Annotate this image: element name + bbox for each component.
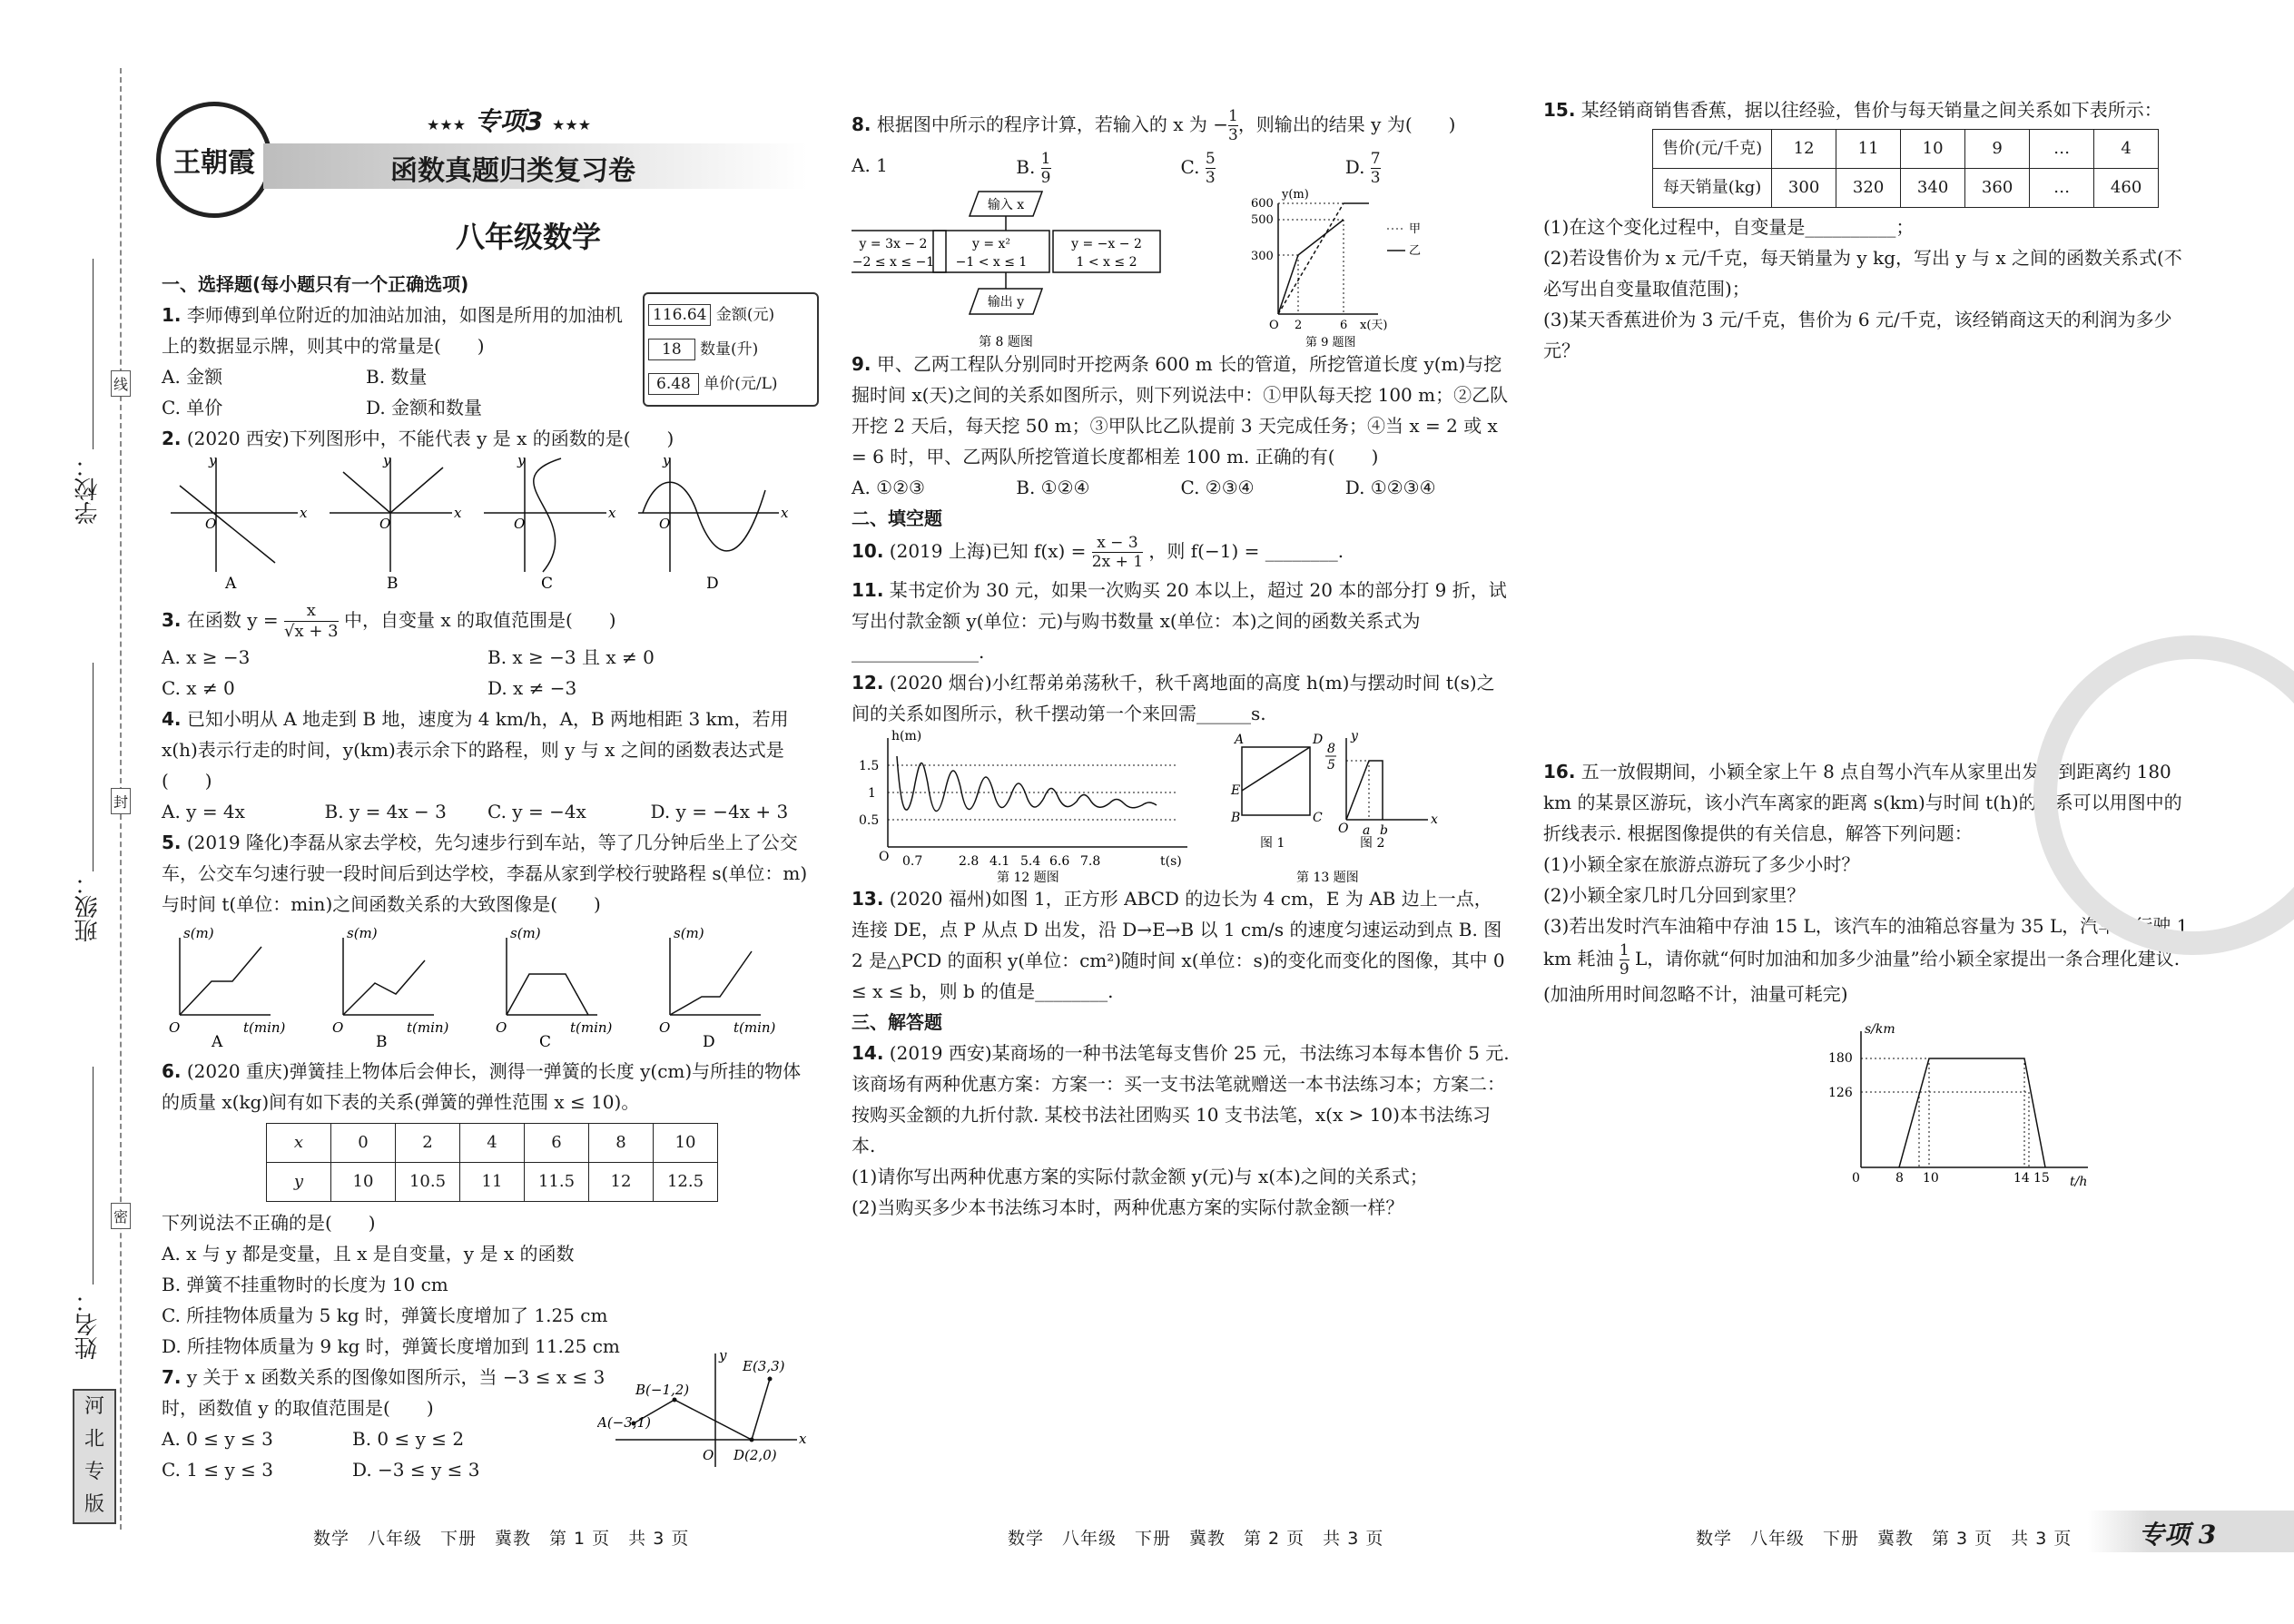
svg-text:A: A: [212, 1033, 223, 1047]
question-1: 1. 李师傅到单位附近的加油站加油，如图是所用的加油机上的数据显示牌，则其中的常量是( ) A. 金额 B. 数量 C. 单价 D. 金额和数量 116.64 金额(元) 18 数量(升) 6.48 单价(元/L): [162, 300, 813, 423]
question-6: 6. (2020 重庆)弹簧挂上物体后会伸长，测得一弹簧的长度 y(cm)与所挂的物体的质量 x(kg)间有如下表的关系(弹簧的弹性范围 x ≤ 10)。 x 0 2 4 6 8 10 y 10 10.5 11 11.5 12 12.5 下列说法不正确的是( ) A. x 与 y 都是变量，且 x 是自变量，y 是 x 的函数 B. 弹簧不挂重物时的长度为 10 cm C. 所挂物体质量为 5 kg 时，弹簧长度增加了 1.25 cm D. 所挂物体质量为 9 kg 时，弹簧长度增加到 11.25 cm: [162, 1060, 802, 1357]
brand-logo: 王朝霞: [156, 102, 272, 218]
svg-text:x: x: [781, 505, 789, 521]
svg-text:y: y: [1351, 729, 1358, 743]
question-5: 5. (2019 隆化)李磊从家去学校，先匀速步行到车站，等了几分钟后坐上了公交车，公交车匀速行驶一段时间后到达学校，李磊从家到学校行驶路程 s(单位：m)与时间 t(单位：min)之间函数关系的大致图像是( ) s(m) t(min) O s(m) t(min) O s(m) t(min) O s(m) t(min) O A B C D: [162, 827, 813, 1056]
svg-text:s(m): s(m): [510, 925, 541, 941]
svg-text:第 8 题图: 第 8 题图: [979, 335, 1033, 349]
svg-text:15: 15: [2033, 1171, 2050, 1186]
svg-text:O: O: [379, 516, 391, 532]
svg-text:输出 y: 输出 y: [987, 295, 1025, 310]
svg-text:−2 ≤ x ≤ −1: −2 ≤ x ≤ −1: [852, 255, 935, 270]
svg-text:t(s): t(s): [1160, 854, 1182, 869]
q2-label-b: B: [387, 575, 399, 590]
q5-graphs: [162, 920, 806, 1047]
svg-text:O: O: [205, 516, 217, 532]
province-badge: 河 北 专 版: [73, 1389, 116, 1524]
svg-text:s(m): s(m): [347, 925, 378, 941]
question-12: 12. (2020 烟台)小红帮弟弟荡秋千，秋千离地面的高度 h(m)与摆动时间 t(s)之间的关系如图所示，秋千摆动第一个来回需______s.: [852, 672, 1495, 724]
question-13: 13. (2020 福州)如图 1，正方形 ABCD 的边长为 4 cm，E 为 AB 边上一点，连接 DE，点 P 从点 D 出发，沿 D→E→B 以 1 cm/s 的速度匀速运动到点 B. 图 2 是△PCD 的面积 y(单位：cm²)随时间 x(单位：s)的变化而变化的图像，其中 0 ≤ x ≤ b，则 b 的值是________.: [852, 888, 1505, 1002]
footer-page-2: 数学 八年级 下册 冀教 第 2 页 共 3 页: [1008, 1529, 1384, 1549]
svg-text:y: y: [383, 454, 391, 468]
class-line: [93, 663, 94, 871]
svg-text:y: y: [209, 454, 217, 468]
svg-text:E(3,3): E(3,3): [743, 1358, 785, 1374]
svg-text:0.5: 0.5: [859, 813, 880, 828]
svg-text:s(m): s(m): [674, 925, 704, 941]
seal-feng: 封: [111, 788, 131, 814]
svg-text:O: O: [169, 1019, 181, 1036]
svg-text:B: B: [1231, 811, 1241, 825]
svg-text:180: 180: [1828, 1051, 1853, 1066]
svg-text:a: a: [1363, 823, 1371, 838]
question-9: 9. 甲、乙两工程队分别同时开挖两条 600 m 长的管道，所挖管道长度 y(m)与挖掘时间 x(天)之间的关系如图所示，则下列说法中：①甲队每天挖 100 m；②乙队开挖 2 天后，每天挖 50 m；③甲队比乙队提前 3 天完成任务；④当 x = 2 或 x = 6 时，甲、乙两队所挖管道长度都相差 100 m. 正确的有( ) A. ①②③ B. ①②④ C. ②③④ D. ①②③④: [852, 353, 1509, 498]
svg-text:h(m): h(m): [891, 729, 922, 743]
svg-text:y = x²: y = x²: [971, 237, 1011, 251]
svg-text:5.4: 5.4: [1020, 854, 1041, 869]
svg-text:5: 5: [1327, 758, 1335, 773]
svg-text:B: B: [376, 1033, 388, 1047]
fuel-display-panel: 116.64 金额(元) 18 数量(升) 6.48 单价(元/L): [643, 292, 819, 407]
svg-text:x: x: [1431, 812, 1438, 827]
svg-text:第 12 题图: 第 12 题图: [997, 871, 1059, 883]
svg-text:O: O: [659, 516, 671, 532]
svg-text:600: 600: [1251, 197, 1274, 211]
seal-xian: 线: [111, 370, 131, 397]
svg-text:6: 6: [1340, 319, 1348, 332]
svg-text:第 13 题图: 第 13 题图: [1296, 871, 1359, 883]
svg-text:y: y: [663, 454, 671, 468]
school-line: [93, 259, 94, 449]
svg-text:t(min): t(min): [733, 1019, 776, 1036]
svg-text:126: 126: [1828, 1086, 1853, 1100]
svg-text:2: 2: [1295, 319, 1303, 332]
svg-text:x: x: [799, 1431, 806, 1447]
section-answer: 三、解答题: [852, 1011, 942, 1033]
q13-figures: [1215, 729, 1478, 883]
svg-text:D: D: [1313, 733, 1324, 747]
svg-text:C: C: [1313, 811, 1323, 825]
svg-text:x: x: [608, 505, 616, 521]
q2-label-d: D: [706, 575, 719, 590]
svg-text:s/km: s/km: [1865, 1022, 1895, 1037]
q16-graph: [1825, 1022, 2097, 1204]
svg-text:第 9 题图: 第 9 题图: [1305, 336, 1356, 349]
svg-text:t(min): t(min): [243, 1019, 286, 1036]
column-3: [1543, 94, 2197, 1213]
class-label: 班级：: [74, 871, 102, 942]
q2-label-c: C: [541, 575, 554, 590]
svg-text:b: b: [1380, 823, 1388, 838]
svg-text:y: y: [517, 454, 526, 468]
svg-text:14: 14: [2013, 1171, 2030, 1186]
svg-text:A(−3,1): A(−3,1): [597, 1414, 651, 1431]
svg-text:8: 8: [1895, 1171, 1904, 1186]
svg-text:O: O: [659, 1019, 671, 1036]
banana-table: 售价(元/千克) 12 11 10 9 … 4 每天销量(kg) 300 320 340 360 … 460: [1652, 129, 2159, 208]
question-7: 7. y 关于 x 函数关系的图像如图所示，当 −3 ≤ x ≤ 3 时，函数值 y 的取值范围是( ) A. 0 ≤ y ≤ 3 B. 0 ≤ y ≤ 2 C. 1 ≤ y ≤ 3 D. −3 ≤ y ≤ 3 A(−3,1) B(−1,2) D(2,0) E(3,3) O x y: [162, 1349, 806, 1481]
svg-text:1 < x ≤ 2: 1 < x ≤ 2: [1076, 255, 1137, 270]
svg-text:2.8: 2.8: [959, 854, 980, 869]
svg-text:y: y: [719, 1349, 727, 1363]
q2-label-a: A: [225, 575, 237, 590]
seal-mi: 密: [111, 1203, 131, 1229]
question-3: 3. 在函数 y = $\frac{x}{√x + 3}$ 中，自变量 x 的取值范围是( ) A. x ≥ −3 B. x ≥ −3 且 x ≠ 0 C. x ≠ 0 D. x ≠ −3: [162, 601, 655, 699]
q8-flowchart: [852, 187, 1178, 369]
svg-text:D: D: [703, 1033, 715, 1047]
name-line: [93, 1067, 94, 1284]
question-11: 11. 某书定价为 30 元，如果一次购买 20 本以上，超过 20 本的部分打 9 折，试写出付款金额 y(单位：元)与购书数量 x(单位：本)之间的函数关系式为______________.: [852, 579, 1507, 663]
corner-label: 专项 3: [2139, 1520, 2217, 1550]
svg-text:1.5: 1.5: [859, 759, 880, 773]
svg-text:x(天): x(天): [1360, 319, 1388, 332]
special-badge: ★★★ 专项3 ★★★: [427, 106, 592, 136]
svg-text:−1 < x ≤ 1: −1 < x ≤ 1: [955, 255, 1028, 270]
question-10: 10. (2019 上海)已知 f(x) = $\frac{x - 3}{2x + 1}$ ，则 f(−1) = ________.: [852, 534, 1344, 571]
svg-text:x: x: [454, 505, 462, 521]
footer-page-1: 数学 八年级 下册 冀教 第 1 页 共 3 页: [313, 1529, 690, 1549]
question-4: 4. 已知小明从 A 地走到 B 地，速度为 4 km/h，A，B 两地相距 3 km，若用 x(h)表示行走的时间，y(km)表示余下的路程，则 y 与 x 之间的函数表达式是( ) A. y = 4x B. y = 4x − 3 C. y = −4x D. y = −4x + 3: [162, 708, 789, 822]
svg-text:t(min): t(min): [407, 1019, 449, 1036]
svg-text:1: 1: [868, 786, 876, 801]
svg-text:t(min): t(min): [570, 1019, 613, 1036]
svg-text:E: E: [1231, 783, 1241, 798]
column-1: [162, 269, 813, 1485]
paper-title: 函数真题归类复习卷: [390, 155, 635, 187]
svg-text:O: O: [703, 1447, 714, 1463]
svg-text:甲: 甲: [1409, 222, 1422, 236]
svg-text:10: 10: [1923, 1171, 1939, 1186]
svg-text:B(−1,2): B(−1,2): [635, 1382, 690, 1398]
question-14: 14. (2019 西安)某商场的一种书法笔每支售价 25 元，书法练习本每本售价 5 元. 该商场有两种优惠方案：方案一：买一支书法笔就赠送一本书法练习本；方案二：按购买金额的九折付款. 某校书法社团购买 10 支书法笔，x(x > 10)本书法练习本. (1)请你写出两种优惠方案的实际付款金额 y(元)与 x(本)之间的关系式； (2)当购买多少本书法练习本时，两种优惠方案的实际付款金额一样？: [852, 1042, 1510, 1218]
svg-text:y = 3x − 2: y = 3x − 2: [859, 237, 928, 251]
svg-text:0.7: 0.7: [902, 854, 923, 869]
svg-text:O: O: [879, 850, 890, 864]
svg-text:7.8: 7.8: [1080, 854, 1101, 869]
svg-text:O: O: [496, 1019, 507, 1036]
svg-text:O: O: [514, 516, 526, 532]
svg-text:乙: 乙: [1409, 244, 1422, 258]
q2-graphs: [162, 454, 797, 590]
q7-graph: [597, 1349, 806, 1476]
question-16: 16. 五一放假期间，小颖全家上午 8 点自驾小汽车从家里出发，到距离约 180 km 的某景区游玩，该小汽车离家的距离 s(km)与时间 t(h)的关系可以用图中的折线表示. 根据图像提供的有关信息，解答下列问题： (1)小颖全家在旅游点游玩了多少小时？ (2)小颖全家几时几分回到家里？ (3)若出发时汽车油箱中存油 15 L，该汽车的油箱总容量为 35 L，汽车每行驶 1 km 耗油 $\frac{1}{9}$ L，请你就“何时加油和加多少油量”给小颖全家提出一条合理化建议.(加油所用时间忽略不计，油量可耗完) s/km 180 126 0 8 10 14 15 t/h: [1543, 756, 2197, 1213]
svg-text:y = −x − 2: y = −x − 2: [1071, 237, 1142, 251]
svg-text:8: 8: [1327, 742, 1335, 756]
section-fill: 二、填空题: [852, 507, 942, 529]
q9-graph: [1242, 187, 1423, 369]
q12-graph: [852, 729, 1215, 883]
svg-text:300: 300: [1251, 250, 1274, 263]
spring-table: x 0 2 4 6 8 10 y 10 10.5 11 11.5 12 12.5: [266, 1123, 718, 1202]
school-label: 学校：: [74, 454, 102, 525]
grade-title: 八年级数学: [456, 220, 602, 254]
svg-text:4.1: 4.1: [989, 854, 1010, 869]
svg-text:500: 500: [1251, 213, 1274, 227]
svg-text:0: 0: [1852, 1171, 1860, 1186]
svg-text:6.6: 6.6: [1049, 854, 1070, 869]
svg-text:t/h: t/h: [2070, 1175, 2088, 1189]
svg-text:C: C: [539, 1033, 552, 1047]
svg-text:x: x: [300, 505, 308, 521]
svg-text:图 1: 图 1: [1260, 836, 1285, 851]
svg-text:O: O: [332, 1019, 344, 1036]
svg-text:y(m): y(m): [1282, 188, 1309, 202]
footer-page-3: 数学 八年级 下册 冀教 第 3 页 共 3 页: [1696, 1529, 2072, 1549]
svg-text:s(m): s(m): [183, 925, 214, 941]
svg-text:输入 x: 输入 x: [987, 198, 1025, 212]
name-label: 姓名：: [74, 1289, 102, 1360]
svg-text:A: A: [1235, 733, 1245, 747]
section-choice: 一、选择题(每小题只有一个正确选项): [162, 273, 469, 295]
svg-text:O: O: [1269, 319, 1279, 332]
svg-text:D(2,0): D(2,0): [733, 1447, 777, 1463]
question-2: 2. (2020 西安)下列图形中，不能代表 y 是 x 的函数的是( ) x y O x y O x y O x y O A B C D: [162, 423, 813, 599]
svg-text:图 2: 图 2: [1360, 836, 1385, 851]
svg-text:O: O: [1338, 822, 1349, 836]
question-8: 8. 根据图中所示的程序计算，若输入的 x 为 − $\frac{1}{3}$ ，则输出的结果 y 为( ) A. 1 B. $\frac{1}{9}$ C. $\frac{5}{3}$ D. $\frac{7}{3}$ 输入 x y = 3x − 2 −2 ≤ x ≤ −1 y = x² −1 < x ≤ 1 y = −x − 2 1 < x ≤ 2 输出 y 第 8 题图 y(m) 600 500 300 2 6 x(天) O 甲 乙 第 9 题图: [852, 107, 1510, 369]
question-15: 15. 某经销商销售香蕉，据以往经验，售价与每天销量之间关系如下表所示： 售价(元/千克) 12 11 10 9 … 4 每天销量(kg) 300 320 340 360 … 460 (1)在这个变化过程中，自变量是__________； (2)若设售价为 x 元/千克，每天销量为 y kg，写出 y 与 x 之间的函数关系式(不必写出自变量取值范围)； (3)某天香蕉进价为 3 元/千克，售价为 6 元/千克，该经销商这天的利润为多少元？: [1543, 99, 2182, 361]
column-2: [852, 107, 1510, 1223]
